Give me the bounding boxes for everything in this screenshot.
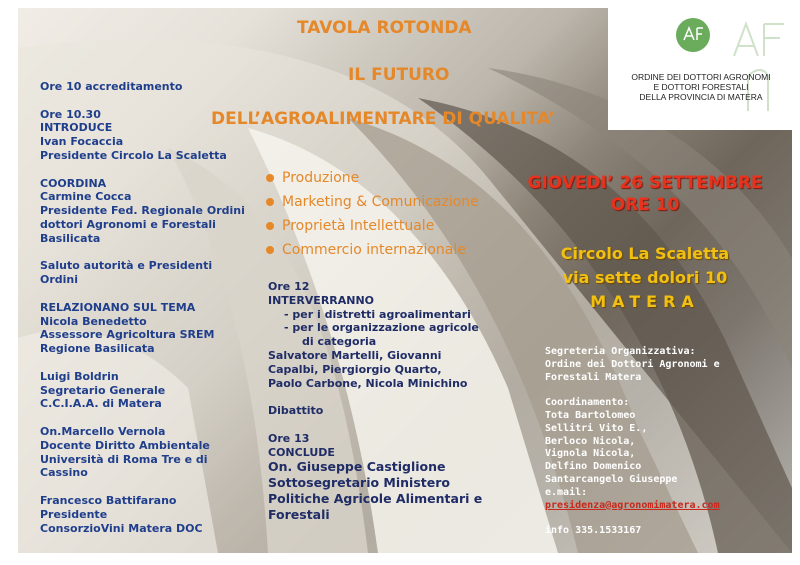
program-line: Segretario Generale	[40, 383, 166, 397]
secretariat-lines	[545, 346, 720, 500]
spacer	[40, 480, 245, 494]
spacer	[545, 384, 720, 397]
topic-item	[266, 238, 479, 262]
program-line: Docente Diritto Ambientale	[40, 438, 210, 452]
program-line: Luigi Boldrin	[40, 369, 119, 383]
secretariat-line: Coordinamento:	[545, 397, 630, 409]
secretariat-line: Berloco Nicola,	[545, 435, 636, 447]
closer-name: On. Giuseppe Castiglione	[268, 459, 446, 475]
logo-org-line: DELLA PROVINCIA DI MATERA	[639, 92, 763, 102]
bullet-icon	[266, 246, 274, 254]
program-middle-column	[268, 280, 482, 523]
title-line-1: TAVOLA ROTONDA	[297, 18, 472, 38]
conclude-heading: CONCLUDE	[268, 445, 335, 459]
secretariat-line: Delfino Domenico	[545, 461, 642, 473]
secretariat-line: Ordine dei Dottori Agronomi e	[545, 358, 720, 370]
event-city: MATERA	[590, 292, 700, 311]
program-line: Ivan Focaccia	[40, 135, 124, 149]
af-logo-icon	[676, 18, 710, 52]
program-line: Basilicata	[40, 231, 101, 245]
title-line-2: IL FUTURO	[348, 65, 450, 85]
spacer	[40, 94, 245, 108]
event-address: via sette dolori 10	[562, 268, 728, 287]
intervene-item-continued: di categoria	[302, 335, 377, 349]
time-one-pm: Ore 13	[268, 431, 310, 445]
topics-list	[266, 166, 479, 262]
program-line: Ore 10.30	[40, 107, 101, 121]
closer-role-line: Politiche Agricole Alimentari e	[268, 491, 483, 507]
program-line: Ore 10 accreditamento	[40, 80, 183, 93]
program-line: Nicola Benedetto	[40, 314, 147, 328]
event-time: ORE 10	[610, 195, 680, 215]
program-line: Cassino	[40, 466, 88, 480]
spacer	[40, 163, 245, 177]
intervene-item: - per le organizzazione agricole	[284, 321, 479, 335]
closer-role-line: Forestali	[268, 507, 330, 523]
topic-item	[266, 214, 479, 238]
topic-label: Marketing & Comunicazione	[282, 194, 479, 210]
secretariat-line: Vignola Nicola,	[545, 448, 636, 460]
time-noon: Ore 12	[268, 280, 310, 293]
intervene-item: - per i distretti agroalimentari	[284, 307, 471, 321]
bullet-icon	[266, 222, 274, 230]
program-line: Presidente Circolo La Scaletta	[40, 148, 227, 162]
secretariat-line: Santarcangelo Giuseppe	[545, 473, 678, 485]
intervene-heading: INTERVERRANNO	[268, 293, 375, 307]
topic-label: Proprietà Intellettuale	[282, 218, 435, 234]
topic-item	[266, 166, 479, 190]
program-line: COORDINA	[40, 176, 107, 190]
topic-label: Commercio internazionale	[282, 242, 466, 258]
spacer	[40, 287, 245, 301]
spacer	[40, 356, 245, 370]
topic-label: Produzione	[282, 170, 360, 186]
program-line: Presidente Fed. Regionale Ordini	[40, 204, 245, 218]
secretariat-line: e.mail:	[545, 486, 588, 498]
event-date: GIOVEDI’ 26 SETTEMBRE	[527, 173, 763, 193]
logo-org-line: E DOTTORI FORESTALI	[653, 82, 749, 92]
program-line: Francesco Battifarano	[40, 493, 177, 507]
program-line: C.C.I.A.A. di Matera	[40, 397, 162, 411]
phone-info: info 335.1533167	[545, 525, 642, 537]
program-line: Regione Basilicata	[40, 342, 155, 356]
spacer	[40, 411, 245, 425]
event-location	[520, 242, 770, 314]
spacer	[40, 246, 245, 260]
event-venue: Circolo La Scaletta	[560, 244, 730, 263]
program-line: Università di Roma Tre e di	[40, 452, 208, 466]
program-line: Carmine Cocca	[40, 190, 132, 204]
program-line: INTRODUCE	[40, 121, 113, 135]
logo-org-line: ORDINE DEI DOTTORI AGRONOMI	[631, 72, 771, 82]
email-link[interactable]: presidenza@agronomimatera.com	[545, 499, 720, 511]
bullet-icon	[266, 198, 274, 206]
program-line: Ordini	[40, 273, 79, 287]
logo-box	[608, 8, 794, 130]
secretariat-line: Tota Bartolomeo	[545, 409, 636, 421]
program-line: dottori Agronomi e Forestali	[40, 217, 216, 231]
speakers-line: Paolo Carbone, Nicola Minichino	[268, 376, 468, 390]
topic-item	[266, 190, 479, 214]
secretariat-line: Sellitri Vito E.,	[545, 422, 648, 434]
program-left-column	[40, 80, 245, 535]
closer-role-line: Sottosegretario Ministero	[268, 475, 450, 491]
secretariat-line: Segreteria Organizzativa:	[545, 346, 696, 357]
program-line: ConsorzioVini Matera DOC	[40, 521, 203, 535]
program-line: Saluto autorità e Presidenti	[40, 259, 213, 273]
program-line: On.Marcello Vernola	[40, 424, 166, 438]
program-line: Presidente	[40, 507, 108, 521]
logo-org-name	[620, 72, 782, 102]
program-line: Assessore Agricoltura SREM	[40, 328, 215, 342]
speakers-line: Capalbi, Piergiorgio Quarto,	[268, 362, 442, 376]
speakers-line: Salvatore Martelli, Giovanni	[268, 348, 442, 362]
title-line-3: DELL’AGROALIMENTARE DI QUALITA’	[211, 109, 555, 129]
debate-label: Dibattito	[268, 404, 324, 418]
secretariat-block	[545, 346, 720, 538]
event-datetime	[520, 172, 770, 216]
bullet-icon	[266, 174, 274, 182]
secretariat-line: Forestali Matera	[545, 371, 642, 383]
program-line: RELAZIONANO SUL TEMA	[40, 300, 196, 314]
